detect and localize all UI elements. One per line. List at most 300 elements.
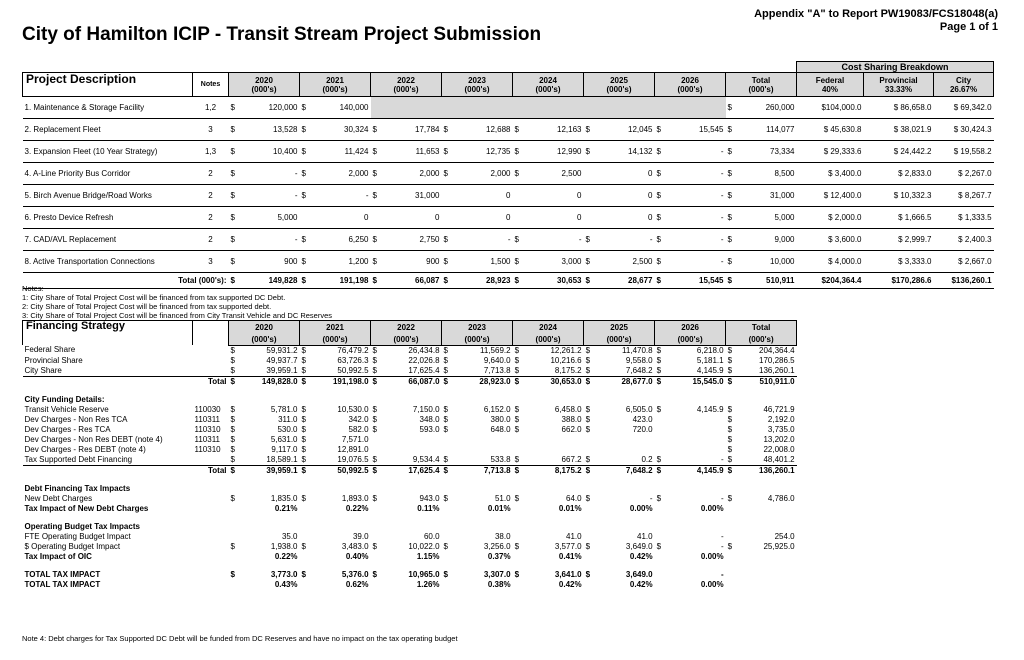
row-label: Tax Impact of OIC bbox=[24, 551, 92, 561]
unit-label: (000's) bbox=[442, 335, 513, 346]
amount-cell: 140,000 bbox=[310, 97, 371, 119]
project-notes: 1,2 bbox=[193, 97, 229, 119]
row-label: Provincial Share bbox=[24, 355, 83, 365]
account-code: 110310 bbox=[194, 444, 221, 454]
year-header bbox=[726, 73, 797, 97]
amount-cell: 3,773.0 bbox=[270, 569, 298, 579]
currency-sign: $ bbox=[727, 404, 733, 414]
currency-sign: $ bbox=[727, 424, 733, 434]
amount-cell: 7,571.0 bbox=[341, 434, 369, 444]
amount-cell: - bbox=[649, 493, 653, 503]
currency-sign: $ bbox=[230, 355, 235, 365]
amount-cell: 388.0 bbox=[561, 414, 582, 424]
amount-cell: 3,641.0 bbox=[554, 569, 582, 579]
amount-cell bbox=[665, 445, 726, 455]
page-title: City of Hamilton ICIP - Transit Stream Project Submission bbox=[22, 24, 542, 45]
currency-sign: $ bbox=[727, 493, 733, 503]
currency-sign bbox=[655, 97, 665, 119]
currency-sign: $ bbox=[301, 414, 306, 424]
currency-sign bbox=[513, 435, 523, 445]
currency-sign: $ bbox=[301, 404, 306, 414]
currency-sign bbox=[584, 445, 594, 455]
share-amount: $ 12,400.0 bbox=[797, 185, 864, 207]
currency-sign: $ bbox=[726, 273, 736, 289]
year-header: 2022 bbox=[371, 321, 442, 335]
amount-cell: 60.0 bbox=[423, 531, 440, 541]
currency-sign bbox=[584, 532, 594, 542]
percent-cell: 1.26% bbox=[416, 579, 440, 589]
account-code: 110030 bbox=[194, 404, 221, 414]
notes-title: Notes: bbox=[22, 284, 44, 293]
financing-row bbox=[23, 504, 797, 514]
currency-sign: $ bbox=[300, 141, 310, 163]
amount-cell bbox=[523, 435, 584, 445]
year-label: 2025 bbox=[610, 75, 628, 85]
amount-cell: 5,000 bbox=[736, 207, 797, 229]
amount-cell: 0 bbox=[523, 207, 584, 229]
currency-sign: $ bbox=[372, 414, 377, 424]
amount-cell: 3,483.0 bbox=[341, 541, 369, 551]
account-code bbox=[193, 570, 229, 580]
currency-sign: $ bbox=[230, 434, 235, 444]
project-notes: 3 bbox=[193, 119, 229, 141]
currency-sign: $ bbox=[443, 345, 448, 355]
spacer-cell bbox=[229, 552, 239, 562]
spacer-cell bbox=[584, 504, 594, 514]
currency-sign: $ bbox=[585, 365, 591, 375]
spacer-cell bbox=[229, 504, 239, 514]
financing-table bbox=[22, 320, 797, 590]
amount-cell: 530.0 bbox=[277, 424, 298, 434]
currency-sign bbox=[655, 532, 665, 542]
total-amount: 510,911 bbox=[736, 273, 797, 289]
amount-cell: 6,218.0 bbox=[696, 345, 724, 355]
currency-sign: $ bbox=[655, 229, 665, 251]
amount-cell: 63,726.3 bbox=[337, 355, 369, 365]
amount-cell: 5,781.0 bbox=[270, 404, 298, 414]
row-label: Dev Charges - Non Res DEBT (note 4) bbox=[24, 434, 163, 444]
percent-cell: 0.11% bbox=[417, 503, 440, 513]
amount-cell: - bbox=[665, 207, 726, 229]
amount-cell: 3,307.0 bbox=[483, 569, 511, 579]
share-amount: $ 4,000.0 bbox=[797, 251, 864, 273]
share-amount: $ 10,332.3 bbox=[864, 185, 934, 207]
cost-sharing-label: Cost Sharing Breakdown bbox=[797, 62, 994, 73]
project-notes: 2 bbox=[193, 229, 229, 251]
percent-cell bbox=[736, 552, 797, 562]
currency-sign: $ bbox=[442, 119, 452, 141]
spacer-cell bbox=[371, 504, 381, 514]
spacer-cell bbox=[726, 580, 736, 590]
amount-cell: 260,000 bbox=[736, 97, 797, 119]
currency-sign: $ bbox=[300, 251, 310, 273]
amount-cell: 10,965.0 bbox=[408, 569, 440, 579]
amount-cell bbox=[452, 445, 513, 455]
financing-row bbox=[23, 345, 797, 356]
amount-cell: 25,925.0 bbox=[763, 541, 795, 551]
currency-sign bbox=[371, 435, 381, 445]
currency-sign bbox=[655, 435, 665, 445]
amount-cell: 12,261.2 bbox=[550, 345, 582, 355]
currency-sign: $ bbox=[300, 119, 310, 141]
amount-cell: 667.2 bbox=[561, 454, 582, 464]
currency-sign: $ bbox=[229, 273, 239, 289]
amount-cell: 15,545 bbox=[665, 119, 726, 141]
share-amount: $ 2,400.3 bbox=[934, 229, 994, 251]
project-notes: 1,3 bbox=[193, 141, 229, 163]
currency-sign: $ bbox=[656, 454, 662, 464]
currency-sign: $ bbox=[514, 493, 520, 503]
currency-sign: $ bbox=[513, 251, 523, 273]
currency-sign: $ bbox=[585, 414, 591, 424]
currency-sign: $ bbox=[230, 569, 235, 579]
project-row bbox=[23, 97, 994, 119]
share-amount: $ 1,666.5 bbox=[864, 207, 934, 229]
spacer-row bbox=[23, 514, 797, 522]
amount-cell: 12,688 bbox=[452, 119, 513, 141]
financing-header-row bbox=[23, 321, 797, 335]
year-label: 2020 bbox=[255, 75, 273, 85]
currency-sign: $ bbox=[443, 365, 448, 375]
currency-sign bbox=[371, 207, 381, 229]
amount-cell: 28,923.0 bbox=[452, 376, 513, 387]
percent-cell bbox=[736, 504, 797, 514]
total-amount: 28,677 bbox=[594, 273, 655, 289]
footer-note-4: Note 4: Debt charges for Tax Supported DC Debt will be funded from DC Reserves and have no impact on the tax operating budget bbox=[22, 634, 458, 643]
currency-sign: $ bbox=[726, 376, 736, 387]
currency-sign: $ bbox=[372, 365, 377, 375]
project-row bbox=[23, 119, 994, 141]
currency-sign: $ bbox=[726, 229, 736, 251]
currency-sign: $ bbox=[585, 493, 591, 503]
currency-sign: $ bbox=[656, 493, 662, 503]
share-amount: $ 86,658.0 bbox=[864, 97, 934, 119]
currency-sign: $ bbox=[443, 414, 448, 424]
amount-cell: 10,022.0 bbox=[408, 541, 440, 551]
amount-cell: 136,260.1 bbox=[759, 365, 795, 375]
spacer-cell bbox=[300, 580, 310, 590]
amount-cell: 8,500 bbox=[736, 163, 797, 185]
amount-cell: 31,000 bbox=[381, 185, 442, 207]
amount-cell: 48,401.2 bbox=[763, 454, 795, 464]
percent-cell: 0.22% bbox=[345, 503, 369, 513]
amount-cell: 76,479.2 bbox=[337, 345, 369, 355]
currency-sign: $ bbox=[584, 251, 594, 273]
amount-cell: 0 bbox=[594, 207, 655, 229]
share-amount: $ 2,267.0 bbox=[934, 163, 994, 185]
currency-sign: $ bbox=[229, 163, 239, 185]
header-spacer bbox=[193, 321, 229, 346]
total-amount: 149,828 bbox=[239, 273, 300, 289]
unit-label: (000's) bbox=[371, 335, 442, 346]
amount-cell: 0 bbox=[381, 207, 442, 229]
financing-title: Financing Strategy bbox=[23, 321, 193, 346]
amount-cell: 0.2 bbox=[641, 454, 653, 464]
currency-sign: $ bbox=[371, 465, 381, 476]
amount-cell: 6,458.0 bbox=[554, 404, 582, 414]
currency-sign: $ bbox=[372, 569, 377, 579]
section-title-row bbox=[23, 484, 797, 494]
row-label: $ Operating Budget Impact bbox=[24, 541, 121, 551]
unit-label: (000's) bbox=[677, 84, 703, 94]
currency-sign: $ bbox=[301, 569, 306, 579]
unit-label: (000's) bbox=[251, 84, 277, 94]
share-amount: $ 2,999.7 bbox=[864, 229, 934, 251]
share-amount: $ 29,333.6 bbox=[797, 141, 864, 163]
currency-sign: $ bbox=[301, 424, 306, 434]
unit-label: (000's) bbox=[513, 335, 584, 346]
share-name: Federal bbox=[815, 75, 845, 85]
amount-cell: 8,175.2 bbox=[523, 465, 584, 476]
currency-sign bbox=[513, 185, 523, 207]
amount-cell: 6,250 bbox=[310, 229, 371, 251]
account-code bbox=[193, 552, 229, 562]
amount-cell: 0 bbox=[452, 185, 513, 207]
currency-sign: $ bbox=[656, 365, 662, 375]
currency-sign: $ bbox=[372, 345, 377, 355]
account-code bbox=[193, 542, 229, 552]
section-title: Debt Financing Tax Impacts bbox=[24, 483, 131, 493]
currency-sign: $ bbox=[655, 141, 665, 163]
project-table bbox=[22, 61, 994, 289]
amount-cell: 11,653 bbox=[381, 141, 442, 163]
amount-cell: 12,735 bbox=[452, 141, 513, 163]
currency-sign: $ bbox=[371, 119, 381, 141]
financing-total-row bbox=[23, 465, 797, 476]
amount-cell: 342.0 bbox=[348, 414, 369, 424]
currency-sign: $ bbox=[229, 119, 239, 141]
currency-sign bbox=[442, 445, 452, 455]
spacer-cell bbox=[655, 504, 665, 514]
currency-sign: $ bbox=[513, 229, 523, 251]
spacer-row bbox=[23, 562, 797, 570]
row-label: Dev Charges - Non Res TCA bbox=[24, 414, 128, 424]
currency-sign: $ bbox=[230, 424, 235, 434]
year-label: 2022 bbox=[397, 75, 415, 85]
spacer-cell bbox=[655, 580, 665, 590]
year-header bbox=[442, 73, 513, 97]
amount-cell: 11,569.2 bbox=[480, 345, 511, 355]
amount-cell: 380.0 bbox=[490, 414, 511, 424]
account-code bbox=[193, 494, 229, 504]
currency-sign: $ bbox=[513, 465, 523, 476]
amount-cell: 533.8 bbox=[490, 454, 511, 464]
percent-cell: 0.00% bbox=[700, 579, 724, 589]
amount-cell: 3,256.0 bbox=[483, 541, 511, 551]
financing-row bbox=[23, 580, 797, 590]
financing-row bbox=[23, 494, 797, 504]
year-header: 2023 bbox=[442, 321, 513, 335]
currency-sign bbox=[584, 207, 594, 229]
currency-sign: $ bbox=[229, 185, 239, 207]
share-name: City bbox=[955, 75, 972, 85]
amount-cell: 0 bbox=[523, 185, 584, 207]
amount-cell: 18,589.1 bbox=[266, 454, 298, 464]
amount-cell: 9,534.4 bbox=[412, 454, 440, 464]
percent-cell: 1.15% bbox=[416, 551, 440, 561]
currency-sign: $ bbox=[514, 541, 520, 551]
year-label: 2023 bbox=[468, 75, 486, 85]
share-amount: $104,000.0 bbox=[797, 97, 864, 119]
spacer-cell bbox=[23, 387, 797, 395]
amount-cell: - bbox=[239, 185, 300, 207]
share-pct: 26.67% bbox=[949, 84, 978, 94]
account-code bbox=[193, 580, 229, 590]
currency-sign: $ bbox=[726, 207, 736, 229]
percent-cell: 0.00% bbox=[629, 503, 653, 513]
amount-cell: 17,784 bbox=[381, 119, 442, 141]
year-header: 2024 bbox=[513, 321, 584, 335]
currency-sign bbox=[300, 532, 310, 542]
appendix-header bbox=[754, 8, 998, 34]
amount-cell: 4,786.0 bbox=[767, 493, 795, 503]
percent-cell: 0.42% bbox=[629, 551, 653, 561]
total-amount: 28,923 bbox=[452, 273, 513, 289]
percent-cell: 0.37% bbox=[487, 551, 511, 561]
amount-cell: 7,150.0 bbox=[412, 404, 440, 414]
currency-sign: $ bbox=[229, 251, 239, 273]
financing-row bbox=[23, 455, 797, 466]
total-amount: 15,545 bbox=[665, 273, 726, 289]
amount-cell: - bbox=[239, 229, 300, 251]
amount-cell: 120,000 bbox=[239, 97, 300, 119]
amount-cell: 12,990 bbox=[523, 141, 584, 163]
amount-cell bbox=[594, 435, 655, 445]
financing-row bbox=[23, 542, 797, 552]
project-notes: 2 bbox=[193, 163, 229, 185]
currency-sign: $ bbox=[301, 434, 306, 444]
project-row bbox=[23, 163, 994, 185]
currency-sign: $ bbox=[230, 444, 235, 454]
currency-sign: $ bbox=[372, 404, 377, 414]
amount-cell: 66,087.0 bbox=[381, 376, 442, 387]
share-amount: $ 3,400.0 bbox=[797, 163, 864, 185]
amount-cell: 149,828.0 bbox=[239, 376, 300, 387]
project-row bbox=[23, 229, 994, 251]
currency-sign: $ bbox=[443, 454, 448, 464]
total-amount: 30,653 bbox=[523, 273, 584, 289]
project-row bbox=[23, 141, 994, 163]
amount-cell: 2,000 bbox=[310, 163, 371, 185]
amount-cell: 4,145.9 bbox=[696, 404, 724, 414]
currency-sign: $ bbox=[585, 345, 591, 355]
project-name: 6. Presto Device Refresh bbox=[23, 207, 193, 229]
spacer-cell bbox=[442, 580, 452, 590]
percent-cell: 0.42% bbox=[629, 579, 653, 589]
account-code: 110310 bbox=[194, 424, 221, 434]
currency-sign: $ bbox=[726, 185, 736, 207]
amount-cell: 50,992.5 bbox=[337, 365, 369, 375]
amount-cell: 9,000 bbox=[736, 229, 797, 251]
amount-cell: 17,625.4 bbox=[408, 365, 440, 375]
currency-sign: $ bbox=[371, 229, 381, 251]
page-number: Page 1 of 1 bbox=[939, 21, 998, 33]
amount-cell: 9,117.0 bbox=[271, 444, 298, 454]
amount-cell: - bbox=[523, 229, 584, 251]
account-code bbox=[193, 366, 229, 377]
currency-sign bbox=[513, 97, 523, 119]
currency-sign bbox=[442, 532, 452, 542]
spacer-cell bbox=[442, 504, 452, 514]
row-label: Tax Supported Debt Financing bbox=[24, 454, 133, 464]
amount-cell: 4,145.9 bbox=[696, 365, 724, 375]
amount-cell: 900 bbox=[239, 251, 300, 273]
share-total: $136,260.1 bbox=[934, 273, 994, 289]
financing-row bbox=[23, 356, 797, 366]
currency-sign: $ bbox=[585, 424, 591, 434]
project-name: 7. CAD/AVL Replacement bbox=[23, 229, 193, 251]
share-amount: $ 19,558.2 bbox=[934, 141, 994, 163]
currency-sign bbox=[584, 435, 594, 445]
notes-header: Notes bbox=[193, 73, 229, 97]
financing-row bbox=[23, 415, 797, 425]
amount-cell: 39,959.1 bbox=[266, 365, 298, 375]
amount-cell: 5,631.0 bbox=[270, 434, 298, 444]
share-total: $204,364.4 bbox=[797, 273, 864, 289]
amount-cell: 2,500 bbox=[523, 163, 584, 185]
amount-cell: 582.0 bbox=[348, 424, 369, 434]
total-amount: 191,198 bbox=[310, 273, 371, 289]
currency-sign: $ bbox=[371, 273, 381, 289]
currency-sign bbox=[655, 570, 665, 580]
currency-sign: $ bbox=[230, 541, 235, 551]
currency-sign: $ bbox=[727, 541, 733, 551]
project-header-row bbox=[23, 73, 994, 97]
currency-sign: $ bbox=[513, 141, 523, 163]
currency-sign: $ bbox=[229, 207, 239, 229]
currency-sign: $ bbox=[229, 141, 239, 163]
currency-sign: $ bbox=[229, 229, 239, 251]
year-label: 2021 bbox=[326, 75, 344, 85]
unit-label: (000's) bbox=[606, 84, 632, 94]
share-pct: 40% bbox=[821, 84, 838, 94]
currency-sign: $ bbox=[372, 541, 377, 551]
amount-cell: 9,558.0 bbox=[625, 355, 653, 365]
currency-sign: $ bbox=[584, 273, 594, 289]
currency-sign: $ bbox=[300, 376, 310, 387]
amount-cell: 13,202.0 bbox=[763, 434, 795, 444]
amount-cell: 900 bbox=[381, 251, 442, 273]
amount-cell: 7,648.2 bbox=[625, 365, 653, 375]
currency-sign: $ bbox=[372, 355, 377, 365]
notes-block bbox=[22, 284, 332, 320]
amount-cell: 1,500 bbox=[452, 251, 513, 273]
amount-cell: 2,500 bbox=[594, 251, 655, 273]
currency-sign bbox=[371, 445, 381, 455]
amount-cell: 12,163 bbox=[523, 119, 584, 141]
amount-cell: 30,324 bbox=[310, 119, 371, 141]
share-total: $170,286.6 bbox=[864, 273, 934, 289]
currency-sign: $ bbox=[300, 273, 310, 289]
currency-sign: $ bbox=[726, 119, 736, 141]
unit-label: (000's) bbox=[726, 335, 797, 346]
currency-sign: $ bbox=[513, 273, 523, 289]
currency-sign: $ bbox=[300, 229, 310, 251]
account-code: 110311 bbox=[194, 414, 221, 424]
currency-sign: $ bbox=[585, 454, 591, 464]
amount-cell: 7,713.8 bbox=[483, 365, 511, 375]
year-header: 2025 bbox=[584, 321, 655, 335]
amount-cell: 0 bbox=[594, 185, 655, 207]
currency-sign: $ bbox=[656, 355, 662, 365]
amount-cell: 39.0 bbox=[352, 531, 369, 541]
section-title-row bbox=[23, 395, 797, 405]
currency-sign: $ bbox=[656, 404, 662, 414]
currency-sign: $ bbox=[585, 404, 591, 414]
currency-sign: $ bbox=[726, 251, 736, 273]
unit-label: (000's) bbox=[300, 335, 371, 346]
amount-cell: 7,648.2 bbox=[594, 465, 655, 476]
